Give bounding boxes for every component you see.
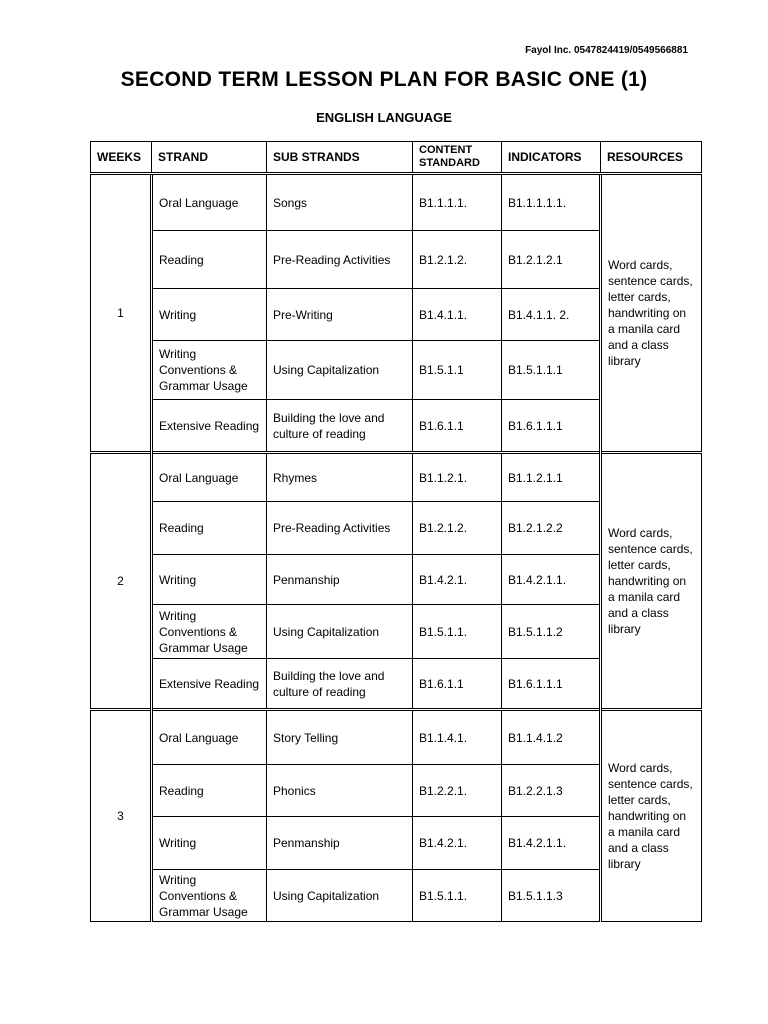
sub-strand-cell: Penmanship <box>267 817 413 870</box>
strand-cell: Writing Conventions & Grammar Usage <box>152 870 267 922</box>
column-header-content-standard: CONTENT STANDARD <box>413 142 502 174</box>
indicators-cell: B1.6.1.1.1 <box>502 659 601 710</box>
resources-cell: Word cards, sentence cards, letter cards, handwriting on a manila card and a class library <box>601 453 702 710</box>
table-row <box>91 174 702 231</box>
content-standard-cell: B1.1.4.1. <box>413 710 502 765</box>
sub-strand-cell: Story Telling <box>267 710 413 765</box>
content-standard-cell: B1.2.2.1. <box>413 765 502 817</box>
strand-cell: Extensive Reading <box>152 659 267 710</box>
table-row <box>91 710 702 765</box>
sub-strand-cell: Rhymes <box>267 453 413 502</box>
strand-cell: Oral Language <box>152 174 267 231</box>
sub-strand-cell: Using Capitalization <box>267 605 413 659</box>
indicators-cell: B1.4.2.1.1. <box>502 817 601 870</box>
column-header-resources: RESOURCES <box>601 142 702 174</box>
content-standard-cell: B1.2.1.2. <box>413 231 502 289</box>
sub-strand-cell: Pre-Reading Activities <box>267 231 413 289</box>
indicators-cell: B1.6.1.1.1 <box>502 400 601 453</box>
header-contact-note: Fayol Inc. 0547824419/0549566881 <box>525 45 688 56</box>
sub-strand-cell: Building the love and culture of reading <box>267 659 413 710</box>
strand-cell: Oral Language <box>152 710 267 765</box>
sub-strand-cell: Using Capitalization <box>267 870 413 922</box>
content-standard-cell: B1.5.1.1. <box>413 870 502 922</box>
table-row <box>91 453 702 502</box>
indicators-cell: B1.5.1.1.1 <box>502 341 601 400</box>
subject-heading: ENGLISH LANGUAGE <box>316 110 452 125</box>
indicators-cell: B1.2.2.1.3 <box>502 765 601 817</box>
lesson-plan-table <box>90 141 702 922</box>
indicators-cell: B1.1.1.1.1. <box>502 174 601 231</box>
page-title: SECOND TERM LESSON PLAN FOR BASIC ONE (1) <box>120 68 648 91</box>
week-number-cell: 3 <box>91 710 152 922</box>
strand-cell: Oral Language <box>152 453 267 502</box>
column-header-weeks: WEEKS <box>91 142 152 174</box>
sub-strand-cell: Pre-Writing <box>267 289 413 341</box>
week-number-cell: 2 <box>91 453 152 710</box>
content-standard-cell: B1.6.1.1 <box>413 659 502 710</box>
column-header-indicators: INDICATORS <box>502 142 601 174</box>
indicators-cell: B1.4.1.1. 2. <box>502 289 601 341</box>
indicators-cell: B1.5.1.1.2 <box>502 605 601 659</box>
indicators-cell: B1.2.1.2.2 <box>502 502 601 555</box>
content-standard-cell: B1.1.1.1. <box>413 174 502 231</box>
table-header-row <box>91 142 702 174</box>
sub-strand-cell: Building the love and culture of reading <box>267 400 413 453</box>
indicators-cell: B1.1.2.1.1 <box>502 453 601 502</box>
strand-cell: Writing <box>152 817 267 870</box>
content-standard-cell: B1.5.1.1 <box>413 341 502 400</box>
sub-strand-cell: Using Capitalization <box>267 341 413 400</box>
resources-cell: Word cards, sentence cards, letter cards, handwriting on a manila card and a class library <box>601 174 702 453</box>
content-standard-cell: B1.5.1.1. <box>413 605 502 659</box>
sub-strand-cell: Pre-Reading Activities <box>267 502 413 555</box>
table-body <box>91 174 702 922</box>
strand-cell: Writing <box>152 289 267 341</box>
content-standard-cell: B1.4.2.1. <box>413 817 502 870</box>
week-number-cell: 1 <box>91 174 152 453</box>
content-standard-cell: B1.6.1.1 <box>413 400 502 453</box>
column-header-sub-strands: SUB STRANDS <box>267 142 413 174</box>
content-standard-cell: B1.4.1.1. <box>413 289 502 341</box>
column-header-strand: STRAND <box>152 142 267 174</box>
content-standard-cell: B1.2.1.2. <box>413 502 502 555</box>
strand-cell: Reading <box>152 231 267 289</box>
sub-strand-cell: Penmanship <box>267 555 413 605</box>
strand-cell: Writing Conventions & Grammar Usage <box>152 341 267 400</box>
sub-strand-cell: Phonics <box>267 765 413 817</box>
content-standard-cell: B1.1.2.1. <box>413 453 502 502</box>
resources-cell: Word cards, sentence cards, letter cards, handwriting on a manila card and a class library <box>601 710 702 922</box>
strand-cell: Writing <box>152 555 267 605</box>
indicators-cell: B1.5.1.1.3 <box>502 870 601 922</box>
indicators-cell: B1.2.1.2.1 <box>502 231 601 289</box>
sub-strand-cell: Songs <box>267 174 413 231</box>
strand-cell: Reading <box>152 502 267 555</box>
strand-cell: Extensive Reading <box>152 400 267 453</box>
indicators-cell: B1.4.2.1.1. <box>502 555 601 605</box>
strand-cell: Writing Conventions & Grammar Usage <box>152 605 267 659</box>
content-standard-cell: B1.4.2.1. <box>413 555 502 605</box>
indicators-cell: B1.1.4.1.2 <box>502 710 601 765</box>
strand-cell: Reading <box>152 765 267 817</box>
